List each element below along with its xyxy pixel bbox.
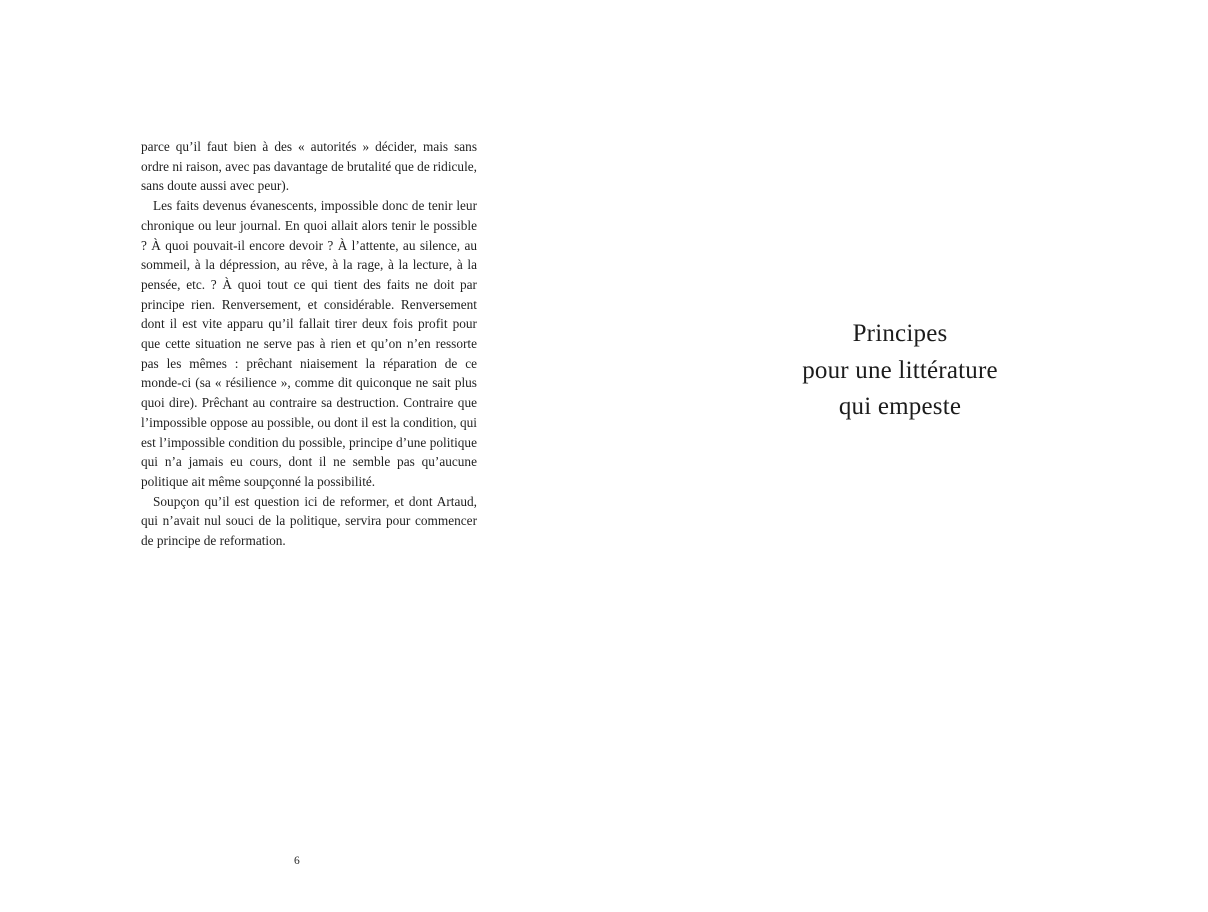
paragraph-3: Soupçon qu’il est question ici de reformer, et dont Artaud, qui n’avait nul souci de la politique, servira pour commencer de principe de reformation. (141, 493, 477, 549)
chapter-title (754, 316, 1046, 426)
title-line-2: pour une littérature (802, 356, 998, 384)
paragraph-1: parce qu’il faut bien à des « autorités » décider, mais sans ordre ni raison, avec pas davantage de brutalité que de ridicule, sans doute aussi avec peur). (141, 139, 477, 194)
body-text (141, 137, 477, 551)
paragraph-2: Les faits devenus évanescents, impossible donc de tenir leur chronique ou leur journal. En quoi allait alors tenir le possible ? À quoi pouvait-il encore devoir ? À l’attente, au silence, au sommeil, à la dépression, au rêve, à la rage, à la lecture, à la pensée, etc. ? À quoi tout ce qui tient des faits ne doit par principe rien. Renversement, et considérable. Renversement dont il est vite apparu qu’il fallait tirer deux fois profit pour que cette situation ne serve pas à rien et qu’on n’en ressorte pas les mêmes : prêchant niaisement la réparation de ce monde-ci (sa « résilience », comme dit quiconque ne sait plus quoi dire). Prêchant au contraire sa destruction. Contraire que l’impossible oppose au possible, ou dont il est la condition, qui est l’impossible condition du possible, principe d’une politique qui n’a jamais eu cours, dont il ne semble pas qu’aucune politique ait même soupçonné la possibilité. (141, 198, 477, 489)
title-line-3: qui empeste (838, 393, 962, 420)
title-line-1: Principes (852, 320, 948, 347)
page-number: 6 (294, 855, 300, 867)
right-page (604, 0, 1208, 912)
